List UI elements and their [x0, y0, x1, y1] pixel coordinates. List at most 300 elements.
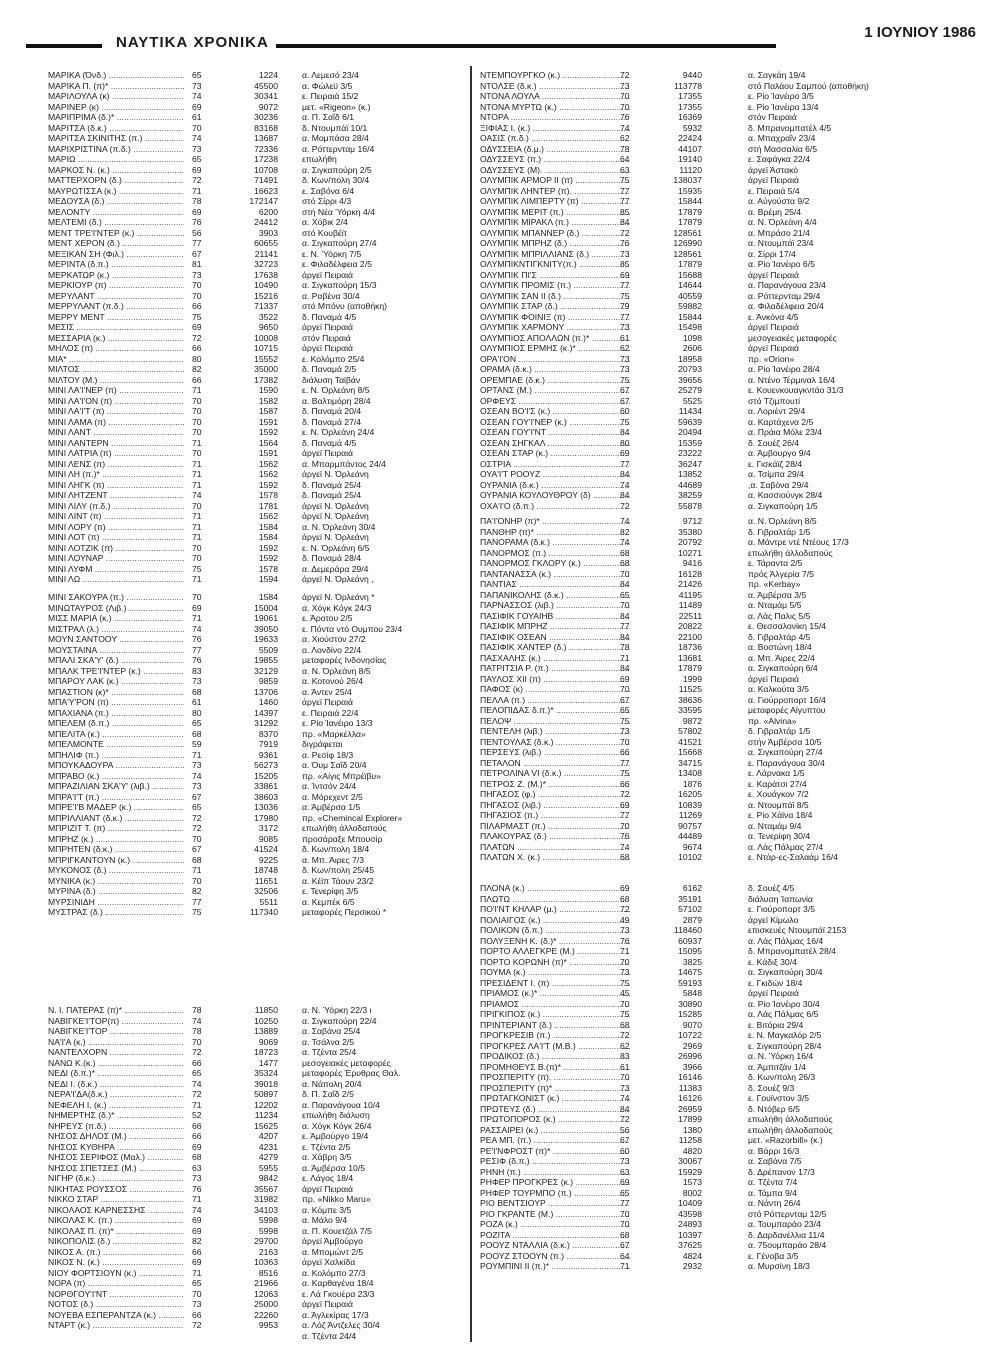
build-year: 56: [192, 227, 202, 238]
tonnage: 12063: [254, 1288, 278, 1299]
tonnage: 11120: [679, 164, 702, 175]
tonnage: 15359: [678, 437, 702, 448]
ship-entry: [480, 1261, 980, 1272]
tonnage: 17355: [678, 101, 702, 112]
build-year: 71: [192, 511, 202, 521]
ship-entry: [480, 558, 980, 569]
position-status: α. Τζέντα 24/4: [302, 1330, 357, 1341]
ship-name: ΜΑΡΙΤΣΑ (δ.κ.) .....: [48, 123, 184, 134]
position-status: διγράφεται: [302, 739, 343, 749]
tonnage: 21426: [678, 579, 702, 589]
position-status: α. Π. Σαΐδ 6/1: [302, 112, 355, 122]
position-status: α. Βρέμη 25/4: [748, 206, 802, 217]
ship-entry: [48, 81, 458, 92]
ship-entry: [48, 603, 458, 614]
tonnage: 10722: [678, 1030, 702, 1040]
build-year: 69: [192, 322, 202, 332]
build-year: 66: [192, 1057, 202, 1068]
tonnage: 44489: [678, 831, 702, 841]
ship-entry: [48, 259, 458, 270]
position-status: α. Λόζ Άντζελες 30/4: [302, 1320, 380, 1330]
tonnage: 13687: [254, 133, 278, 143]
ship-name: Ν. Ι. ΠΑΤΕΡΑΣ (π)* .....: [48, 1005, 184, 1016]
ship-entry: [48, 396, 458, 407]
ship-name: ΜΠΡΙΛΛΙΑΝΤ (δ.κ.) .....: [48, 813, 184, 824]
ship-entry: [480, 70, 980, 81]
tonnage: 1564: [258, 437, 278, 448]
ship-name: ΠΡΩΤΕΥΣ (δ.) .....: [480, 1104, 630, 1115]
position-status: α. Αύγούστα 9/2: [748, 196, 810, 206]
build-year: 74: [192, 623, 202, 634]
ship-name: ΠΟΡΤΟ ΑΛΛΕΓΚΡΕ (Μ.) .....: [480, 946, 630, 957]
build-year: 60: [620, 406, 630, 416]
ship-name: ΜΕΞΙΚΑΝ ΣΗ (Φιλ.) .....: [48, 249, 184, 260]
tonnage: 9440: [682, 70, 702, 80]
ship-entry: [48, 1100, 458, 1111]
build-year: 75: [620, 374, 630, 385]
tonnage: 9872: [682, 715, 702, 726]
ship-entry: [480, 831, 980, 842]
ship-name: ΜΠΡΙΖΙΤ Τ. (π) .....: [48, 823, 184, 834]
tonnage: 30236: [254, 112, 278, 122]
tonnage: 32723: [254, 259, 278, 269]
build-year: 77: [620, 1198, 630, 1208]
position-status: ε. Χουάγκον 7/2: [748, 789, 809, 799]
ship-name: ΜΠΗΛΙΦ (π.) .....: [48, 750, 184, 761]
ship-entry: [48, 1005, 458, 1016]
build-year: 71: [192, 437, 202, 448]
ship-entry: [48, 1121, 458, 1132]
ship-name: ΝΤΟΝΑ ΛΟΥΛΑ .....: [480, 91, 630, 102]
ship-entry: [480, 999, 980, 1010]
build-year: 61: [620, 332, 630, 343]
position-status: άργεϊ Ν. Όρλεάνη: [302, 532, 369, 542]
build-year: 69: [192, 206, 202, 217]
ship-entry: [48, 144, 458, 155]
ship-name: ΜΕΡΡΥΛΑΝΤ (π.δ.) .....: [48, 301, 184, 312]
build-year: 70: [620, 684, 630, 694]
position-status: α. Κόμπε 3/5: [302, 1204, 352, 1215]
build-year: 61: [192, 697, 202, 707]
ship-name: ΟΣΕΑΝ ΒΟ'Ι'Σ (κ.) .....: [480, 406, 630, 417]
ship-name: ΜΠΑΛΙ ΣΚΑ'Υ' (δ.) .....: [48, 655, 184, 666]
tonnage: 17638: [254, 269, 278, 280]
build-year: 76: [620, 935, 630, 946]
ship-name: ΝΕΔΙ Ι. (δ.κ.) .....: [48, 1079, 184, 1090]
ship-entry: [480, 527, 980, 538]
tonnage: 35000: [254, 364, 278, 374]
ship-name: ΠΡΙΑΜΟΣ (κ.)* .....: [480, 988, 630, 999]
ship-name: ΡΗΦΕΡ ΤΟΥΡΜΠΟ (π.) .....: [480, 1188, 630, 1199]
build-year: 69: [620, 1177, 630, 1187]
ship-entry: [480, 894, 980, 905]
ship-entry: [48, 532, 458, 543]
position-status: στό Μπόνυ (αποθήκη): [302, 301, 388, 311]
ship-entry: [480, 1230, 980, 1241]
tonnage: 1592: [258, 553, 278, 563]
build-year: 72: [620, 904, 630, 914]
ship-entry: [48, 655, 458, 666]
tonnage: 15216: [254, 290, 278, 301]
build-year: 71: [192, 521, 202, 532]
tonnage: 1460: [258, 697, 278, 707]
ship-name: ΜΙΝΙ ΛΙΝΤ (π) .....: [48, 511, 184, 522]
ship-entry: [48, 417, 458, 428]
ship-name: ΝΟΡΑ (π) .....: [48, 1278, 184, 1289]
ship-entry: [48, 1037, 458, 1048]
build-year: 79: [620, 301, 630, 311]
tonnage: 1562: [258, 458, 278, 469]
ship-name: ΟΣΕΑΝ ΣΗΓΚΑΛ .....: [480, 438, 630, 449]
position-status: μεταφορές Ινδονησίας: [302, 655, 387, 665]
ship-name: ΠΟ'Ι'ΝΤ ΚΗΛΑΡ (μ.) .....: [480, 904, 630, 915]
ship-entry: [48, 385, 458, 396]
position-status: α. Τσάλνα 2/5: [302, 1036, 355, 1047]
position-status: α. Κεμπέκ 6/5: [302, 896, 355, 907]
ship-name: ΠΟΛΥΞΕΝΗ Κ. (δ.)* .....: [480, 936, 630, 947]
tonnage: 117340: [249, 907, 278, 917]
ship-entry: [480, 852, 980, 863]
tonnage: 1584: [258, 521, 278, 532]
position-status: άργεϊ Πειραιά: [748, 673, 799, 684]
position-status: α. Μυρσίνη 18/3: [748, 1261, 810, 1271]
tonnage: 34103: [254, 1204, 278, 1215]
tonnage: 15625: [254, 1120, 278, 1131]
build-year: 72: [192, 175, 202, 185]
tonnage: 15844: [678, 311, 702, 322]
tonnage: 57102: [678, 904, 702, 914]
position-status: άργεϊ Ν. Όρλεάνη: [302, 500, 369, 511]
build-year: 76: [620, 112, 630, 122]
build-year: 63: [192, 1162, 202, 1173]
tonnage: 21966: [254, 1278, 278, 1288]
position-status: προσάραξε Μπουσίρ: [302, 833, 383, 844]
tonnage: 10715: [254, 343, 278, 353]
ship-name: ΟΡΑΜΑ (δ.κ.) .....: [480, 364, 630, 375]
ship-name: ΠΕΛΟΠΙΔΑΣ δ.π.)* .....: [480, 705, 630, 716]
ship-name: ΟΛΥΜΠΙΚ ΜΙΡΑΚΛ (π.) .....: [480, 217, 630, 228]
tonnage: 8516: [258, 1267, 278, 1278]
ship-entry: [48, 718, 458, 729]
tonnage: 5525: [682, 395, 702, 406]
tonnage: 39018: [254, 1078, 278, 1089]
tonnage: 10490: [254, 280, 278, 290]
tonnage: 11434: [678, 406, 702, 416]
position-status: α. Ν. Όρλεάνη 8/5: [748, 516, 817, 526]
ship-name: ΝΤΕΜΠΟΥΡΓΚΟ (κ.) .....: [480, 70, 630, 81]
ship-entry: [480, 716, 980, 727]
ship-entry: [480, 1125, 980, 1136]
ship-name: ΜΕΣΣΑΡΙΑ (κ.) .....: [48, 333, 184, 344]
build-year: 70: [620, 956, 630, 967]
ship-entry: [48, 343, 458, 354]
ship-name: ΠΕΛΟΨ .....: [480, 716, 630, 727]
position-status: α. Άμπιτζάν 1/4: [748, 1061, 806, 1072]
ship-entry: [480, 322, 980, 333]
ship-entry: [48, 249, 458, 260]
ship-entry: [480, 925, 980, 936]
ship-name: ΠΑΝΟΡΜΟΣ ΓΚΛΟΡΥ (κ.) .....: [480, 558, 630, 569]
build-year: 69: [192, 1141, 202, 1152]
position-status: ε. Ν. Μαγκαλόρ 2/5: [748, 1030, 822, 1040]
position-status: α. Ραβένα 30/4: [302, 290, 360, 301]
ship-entry: [480, 291, 980, 302]
position-status: δ. Παναμά 28/4: [302, 553, 362, 563]
build-year: 73: [620, 364, 630, 374]
tonnage: 6200: [258, 206, 278, 217]
build-year: 73: [192, 1173, 202, 1183]
tonnage: 1592: [258, 542, 278, 553]
tonnage: 1876: [682, 778, 702, 789]
ship-entry: [48, 781, 458, 792]
ship-entry: [48, 1016, 458, 1027]
ship-name: ΜΙΝΙ ΛΩ .....: [48, 574, 184, 585]
ship-entry: [48, 624, 458, 635]
header-rule-left: [26, 44, 102, 48]
ship-name: ΜΠΑΣΤΙΟΝ (κ)* .....: [48, 687, 184, 698]
position-status: μεταφορές Περσικού *: [302, 907, 387, 917]
build-year: 75: [620, 977, 630, 988]
build-year: 75: [620, 290, 630, 301]
ship-entry: [48, 813, 458, 824]
ship-name: ΡΟΖΙΤΑ .....: [480, 1230, 630, 1241]
position-status: ε. Άροτου 2/5: [302, 613, 353, 623]
ship-entry: [480, 1062, 980, 1073]
ship-name: ΜΠΡΑΖΙΛΙΑΝ ΣΚΑ'Υ' (λιβ.) .....: [48, 781, 184, 792]
ship-entry: [480, 1093, 980, 1104]
ship-name: ΡΙΟ ΓΚΡΑΝΤΕ (Μ.) .....: [480, 1209, 630, 1220]
ship-name: ΝΗΣΟΣ ΔΗΛΟΣ (Μ.) .....: [48, 1131, 184, 1142]
ship-entry: [48, 1026, 458, 1037]
build-year: 74: [620, 516, 630, 526]
build-year: 61: [620, 1061, 630, 1072]
ship-entry: [480, 249, 980, 260]
tonnage: 21141: [254, 248, 278, 259]
position-status: α. Παρανάγουα 23/4: [748, 280, 826, 290]
tonnage: 18958: [678, 353, 702, 364]
ship-name: ΜΥΡΙΝΑ (δ.) .....: [48, 886, 184, 897]
position-status: α. Λεμεσό 23/4: [302, 70, 359, 80]
tonnage: 118460: [673, 925, 702, 935]
tonnage: 3966: [682, 1061, 702, 1072]
ship-entry: [48, 469, 458, 480]
ship-name: ΜΙΝΙ ΛΟΤ (π) .....: [48, 532, 184, 543]
position-status: α. Μπαρμπάντος 24/4: [302, 458, 386, 469]
ship-name: ΜΥΚΟΝΟΣ (δ.) .....: [48, 865, 184, 876]
tonnage: 5509: [258, 644, 278, 655]
build-year: 60: [620, 1145, 630, 1156]
tonnage: 1224: [258, 70, 278, 80]
build-year: 71: [192, 479, 202, 490]
build-year: 61: [192, 112, 202, 122]
build-year: 76: [620, 238, 630, 248]
ship-name: ΠΟΥΜΑ (κ.) .....: [480, 967, 630, 978]
build-year: 85: [620, 259, 630, 269]
ship-name: ΜΠΟΥΚΑΔΟΥΡΑ .....: [48, 760, 184, 771]
build-year: 68: [192, 728, 202, 739]
build-year: 73: [620, 353, 630, 364]
tonnage: 2879: [682, 914, 702, 925]
build-year: 77: [192, 896, 202, 907]
ship-entry: [480, 1051, 980, 1062]
build-year: 68: [620, 1019, 630, 1030]
ship-list-right-a: [480, 70, 980, 511]
build-year: 69: [192, 101, 202, 112]
build-year: 70: [192, 592, 202, 602]
tonnage: 113778: [673, 80, 702, 91]
ship-name: ΠΛΩΤΩ .....: [480, 894, 630, 905]
tonnage: 15844: [678, 196, 702, 206]
position-status: μεσογειακές μεταφορές: [302, 1057, 391, 1068]
ship-name: ΠΑΥΛΟΣ ΧΙΙ (π) .....: [480, 674, 630, 685]
position-status: ε. Ρίο Ίανέιρο 13/4: [748, 101, 819, 112]
position-status: α. Μπ. Άιρες 22/4: [748, 652, 815, 663]
ship-name: ΝΑΒΙΓΚΕ'Ι'ΤΟΡ .....: [48, 1026, 184, 1037]
build-year: 74: [620, 841, 630, 852]
tonnage: 25279: [678, 385, 702, 395]
ship-name: ΜΙΝΙ ΛΕΝΣ (π) .....: [48, 459, 184, 470]
ship-entry: [480, 133, 980, 144]
ship-entry: [48, 270, 458, 281]
build-year: 77: [620, 185, 630, 196]
tonnage: 20792: [678, 537, 702, 547]
ship-entry: [48, 70, 458, 81]
position-status: α. Σιγκαπούρη 22/4: [302, 1015, 377, 1026]
ship-name: ΜΕΡΡΥ ΜΕΝΤ .....: [48, 312, 184, 323]
position-status: α. Καλκούτα 3/5: [748, 684, 809, 694]
ship-entry: [480, 1251, 980, 1262]
position-status: α. Χιούστον 27/2: [302, 634, 366, 644]
tonnage: 10250: [254, 1015, 278, 1026]
ship-entry: [48, 427, 458, 438]
ship-name: ΟΛΥΜΠΙΚ ΠΙ'Σ .....: [480, 270, 630, 281]
tonnage: 1562: [258, 469, 278, 479]
position-status: α. Λάς Παλις 5/5: [748, 610, 811, 621]
position-status: άργεϊ Κίμωλο: [748, 914, 799, 925]
ship-entry: [480, 674, 980, 685]
ship-name: ΟΡΑ'Ι'ΟΝ .....: [480, 354, 630, 365]
build-year: 84: [620, 427, 630, 437]
build-year: 70: [620, 820, 630, 831]
build-year: 84: [620, 663, 630, 673]
ship-entry: [480, 259, 980, 270]
tonnage: 1781: [258, 500, 278, 511]
ship-name: ΠΑΣΙΦΙΚ ΜΠΡΗΖ .....: [480, 621, 630, 632]
ship-name: ΠΡΙΝΤΕΡΙΑΝΤ (δ.) .....: [480, 1020, 630, 1031]
build-year: 66: [192, 1246, 202, 1257]
tonnage: 39656: [678, 374, 702, 385]
build-year: 75: [620, 715, 630, 726]
position-status: ε. Ρίο Ίανέιρο 13/3: [302, 718, 373, 728]
position-status: α. Τενερίφη 30/4: [748, 831, 811, 841]
ship-name: ΝΙΚΟΛΑΟΣ ΚΑΡΝΕΣΣΗΣ .....: [48, 1205, 184, 1216]
build-year: 70: [192, 542, 202, 553]
position-status: ε. Ν. Όρλεάνη 8/5: [302, 385, 370, 395]
ship-name: ΜΠΑΧΙΑΝΑ (π.) .....: [48, 708, 184, 719]
tonnage: 15929: [678, 1166, 702, 1177]
ship-entry: [48, 1320, 458, 1331]
tonnage: 31982: [254, 1194, 278, 1204]
ship-name: ΝΑ'Ι'Α (κ.) .....: [48, 1037, 184, 1048]
tonnage: 1591: [258, 448, 278, 458]
tonnage: 55878: [678, 500, 702, 511]
tonnage: 5998: [258, 1215, 278, 1225]
tonnage: 4207: [258, 1131, 278, 1141]
build-year: 80: [192, 707, 202, 718]
build-year: 70: [192, 290, 202, 301]
tonnage: 10102: [678, 852, 702, 862]
ship-entry: [480, 501, 980, 512]
tonnage: 22511: [678, 610, 702, 621]
position-status: ε. Πειραιά 5/4: [748, 185, 800, 196]
ship-entry: [48, 886, 458, 897]
ship-name: ΠΑΤΡΙΤΣΙΑ Ρ. (π.) .....: [480, 663, 630, 674]
position-status: α. Άμβέρσα 3/5: [748, 589, 807, 600]
tonnage: 20793: [678, 364, 702, 374]
ship-name: ΡΕΑ ΜΠ. (π.) .....: [480, 1135, 630, 1146]
build-year: 66: [620, 778, 630, 789]
ship-entry: [48, 406, 458, 417]
ship-name: ΜΟΥΣΤΑΙΝΑ .....: [48, 645, 184, 656]
build-year: 69: [620, 269, 630, 280]
ship-name: ΝΑΝΤΕΛΧΟΡΝ .....: [48, 1047, 184, 1058]
build-year: 77: [192, 644, 202, 655]
tonnage: 9416: [682, 558, 702, 568]
tonnage: 38603: [254, 791, 278, 802]
ship-name: ΜΑΥΡΩΤΙΣΣΑ (κ.) .....: [48, 186, 184, 197]
tonnage: 11383: [678, 1082, 702, 1093]
tonnage: 57802: [678, 726, 702, 736]
page-header: [26, 24, 976, 51]
ship-entry: [480, 123, 980, 134]
build-year: 62: [620, 133, 630, 143]
build-year: 70: [620, 1219, 630, 1229]
build-year: 71: [192, 1099, 202, 1110]
build-year: 74: [192, 1204, 202, 1215]
position-status: δ. Παναμά 2/5: [302, 364, 357, 374]
ship-entry: [480, 810, 980, 821]
ship-entry: [48, 291, 458, 302]
ship-entry: [48, 1152, 458, 1163]
ship-entry: [48, 1226, 458, 1237]
build-year: 70: [620, 101, 630, 112]
position-status: α. Τάμπα 9/4: [748, 1187, 797, 1198]
position-status: α. Μπ. Άιρες 7/3: [302, 854, 364, 865]
build-year: 72: [620, 500, 630, 511]
position-status: ε. Κάδιξ 30/4: [748, 956, 797, 967]
ship-entry: [480, 1041, 980, 1052]
ship-name: ΜΠΡΕ'Ι'Β ΜΑΔΕΡ (κ.) .....: [48, 802, 184, 813]
ship-name: ΜΙΝΙ ΛΑΜΑ (π) .....: [48, 417, 184, 428]
position-status: α. Μπομώντ 2/5: [302, 1246, 364, 1257]
tonnage: 1591: [258, 416, 278, 427]
tonnage: 5998: [258, 1225, 278, 1236]
ship-name: ΠΙΛΑΡΜΑΣΤ (π.) .....: [480, 821, 630, 832]
ship-entry: [48, 207, 458, 218]
build-year: 77: [620, 311, 630, 322]
ship-entry: [480, 600, 980, 611]
position-status: δ. Μπρανομπατέλ 4/5: [748, 122, 832, 133]
tonnage: 2606: [682, 343, 702, 353]
ship-entry: [480, 154, 980, 165]
build-year: 77: [620, 757, 630, 768]
ship-entry: [48, 708, 458, 719]
position-status: α. Άμβουργο 9/4: [748, 448, 811, 458]
build-year: 67: [620, 385, 630, 395]
ship-entry: [480, 1156, 980, 1167]
ship-entry: [480, 1114, 980, 1125]
tonnage: 59193: [678, 977, 702, 988]
